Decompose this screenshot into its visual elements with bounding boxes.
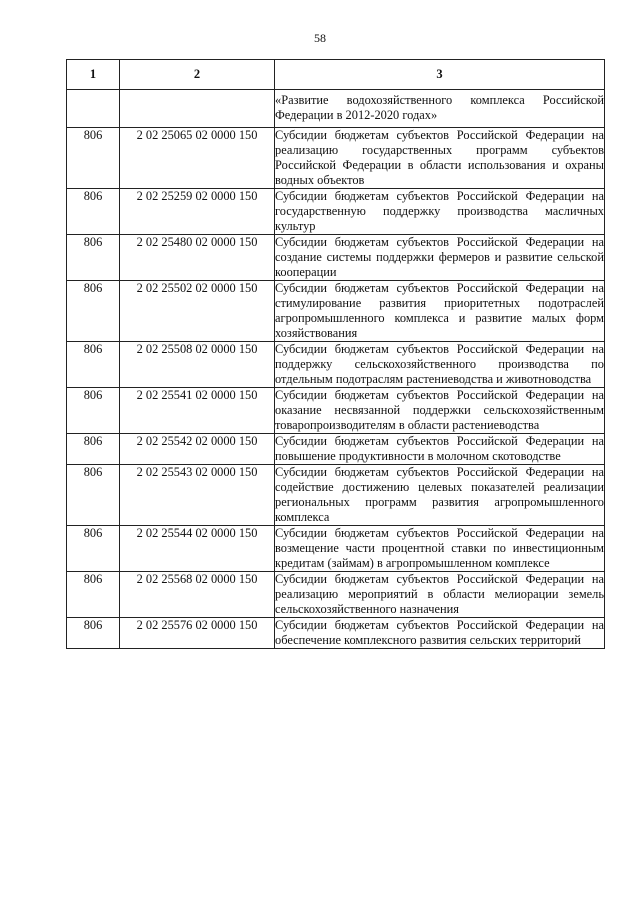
budget-code-cell: 2 02 25065 02 0000 150: [120, 128, 275, 189]
admin-code-cell: [67, 90, 120, 128]
budget-code-cell: 2 02 25508 02 0000 150: [120, 342, 275, 388]
budget-code-cell: 2 02 25480 02 0000 150: [120, 235, 275, 281]
budget-code-cell: 2 02 25576 02 0000 150: [120, 618, 275, 649]
admin-code-cell: 806: [67, 189, 120, 235]
budget-code-cell: 2 02 25544 02 0000 150: [120, 526, 275, 572]
budget-code-cell: 2 02 25502 02 0000 150: [120, 281, 275, 342]
table-header-row: [67, 60, 605, 90]
continuation-text-cell: «Развитие водохозяйственного комплекса Российской Федерации в 2012-2020 годах»: [275, 90, 605, 128]
budget-code-cell: 2 02 25542 02 0000 150: [120, 434, 275, 465]
column-header-3: 3: [275, 60, 605, 90]
admin-code-cell: 806: [67, 434, 120, 465]
admin-code-cell: 806: [67, 388, 120, 434]
table-row: [67, 465, 605, 526]
budget-code-cell: 2 02 25543 02 0000 150: [120, 465, 275, 526]
table-row: [67, 235, 605, 281]
admin-code-cell: 806: [67, 572, 120, 618]
admin-code-cell: 806: [67, 342, 120, 388]
revenue-name-cell: Субсидии бюджетам субъектов Российской Федерации на создание системы поддержки фермеров и развитие сельской кооперации: [275, 235, 604, 279]
revenue-name-cell: Субсидии бюджетам субъектов Российской Федерации на возмещение части процентной ставки по инвестиционным кредитам (займам) в агропромышленном комплексе: [275, 526, 604, 570]
revenue-name-cell: Субсидии бюджетам субъектов Российской Федерации на поддержку сельскохозяйственного производства по отдельным подотраслям растениеводства и животноводства: [275, 342, 604, 386]
admin-code-cell: 806: [67, 128, 120, 189]
table-row: [67, 434, 605, 465]
revenue-name-cell: Субсидии бюджетам субъектов Российской Федерации на стимулирование развития приоритетных подотраслей агропромышленного комплекса и развитие малых форм хозяйствования: [275, 281, 604, 340]
revenue-name-cell: Субсидии бюджетам субъектов Российской Федерации на содействие достижению целевых показателей реализации региональных программ развития агропромышленного комплекса: [275, 465, 604, 524]
table-row-continuation: [67, 90, 605, 128]
table-row: [67, 618, 605, 649]
revenue-name-cell: Субсидии бюджетам субъектов Российской Федерации на обеспечение комплексного развития сельских территорий: [275, 618, 604, 647]
revenue-name-cell: Субсидии бюджетам субъектов Российской Федерации на повышение продуктивности в молочном скотоводстве: [275, 434, 604, 463]
revenue-name-cell: Субсидии бюджетам субъектов Российской Федерации на реализацию государственных программ субъектов Российской Федерации в области использования и охраны водных объектов: [275, 128, 604, 187]
page-number: 58: [314, 31, 326, 45]
admin-code-cell: 806: [67, 465, 120, 526]
column-header-1: 1: [67, 60, 120, 90]
table-row: [67, 189, 605, 235]
table-row: [67, 388, 605, 434]
admin-code-cell: 806: [67, 618, 120, 649]
revenue-name-cell: Субсидии бюджетам субъектов Российской Федерации на оказание несвязанной поддержки сельскохозяйственным товаропроизводителям в области растениеводства: [275, 388, 604, 432]
budget-code-cell: 2 02 25259 02 0000 150: [120, 189, 275, 235]
table-row: [67, 572, 605, 618]
column-header-2: 2: [120, 60, 275, 90]
table-row: [67, 342, 605, 388]
table-row: [67, 526, 605, 572]
budget-classification-table: [66, 59, 605, 649]
revenue-name-cell: Субсидии бюджетам субъектов Российской Федерации на реализацию мероприятий в области мелиорации земель сельскохозяйственного назначения: [275, 572, 604, 616]
admin-code-cell: 806: [67, 235, 120, 281]
table-body: [67, 90, 605, 649]
budget-code-cell: 2 02 25541 02 0000 150: [120, 388, 275, 434]
budget-code-cell: [120, 90, 275, 128]
admin-code-cell: 806: [67, 526, 120, 572]
admin-code-cell: 806: [67, 281, 120, 342]
budget-code-cell: 2 02 25568 02 0000 150: [120, 572, 275, 618]
table-row: [67, 281, 605, 342]
revenue-name-cell: Субсидии бюджетам субъектов Российской Федерации на государственную поддержку производства масличных культур: [275, 189, 604, 233]
table-row: [67, 128, 605, 189]
